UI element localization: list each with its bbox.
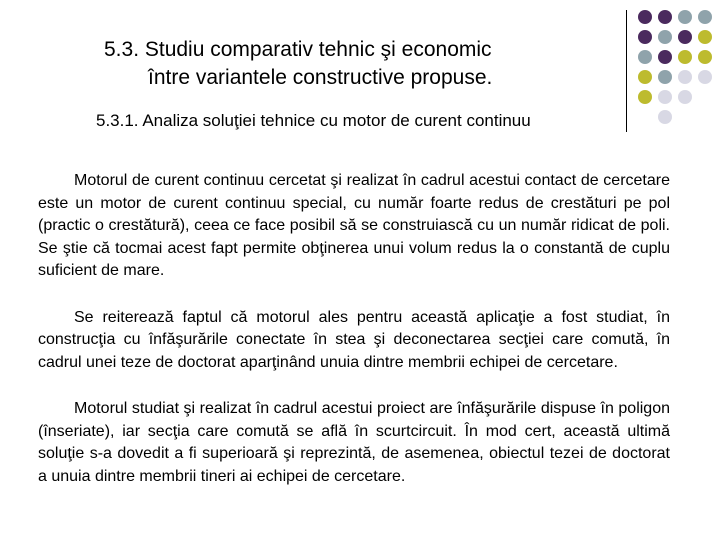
decorative-dot [698, 90, 712, 104]
paragraph-2: Se reiterează faptul că motorul ales pentru această aplicaţie a fost studiat, în construcţia cu înfăşurările conectate în stea şi deconectarea secţiei care comută, în cadrul unei teze de doctorat aparţinând unuia dintre membrii echipei de cercetare. [38, 308, 670, 371]
body-text [38, 170, 670, 512]
decorative-dot [638, 90, 652, 104]
decorative-dot [658, 70, 672, 84]
decorative-dot [638, 110, 652, 124]
decorative-dot [678, 10, 692, 24]
decorative-dot [698, 10, 712, 24]
title-line-2: între variantele constructive propuse. [148, 66, 493, 89]
decorative-dot [638, 50, 652, 64]
section-subtitle: 5.3.1. Analiza soluţiei tehnice cu motor de curent continuu [96, 111, 531, 130]
decorative-dot [638, 70, 652, 84]
decorative-dot [678, 90, 692, 104]
decorative-dot [658, 30, 672, 44]
decorative-dot [658, 90, 672, 104]
decorative-dot [678, 70, 692, 84]
paragraph-1: Motorul de curent continuu cercetat şi realizat în cadrul acestui contact de cercetare este un motor de curent continuu special, cu număr foarte redus de crestături pe pol (practic o crestătură), ceea ce face posibil să se construiască cu un număr ridicat de poli. Se ştie că tocmai acest fapt permite obţinerea unui volum redus la o constantă de cuplu suficient de mare. [38, 172, 670, 279]
title-line-1: 5.3. Studiu comparativ tehnic şi economic [104, 38, 492, 61]
decorative-dot [638, 30, 652, 44]
decorative-dot-grid [638, 10, 712, 124]
decorative-dot [698, 50, 712, 64]
decorative-dot [678, 30, 692, 44]
decorative-dot [638, 10, 652, 24]
decorative-dot [698, 110, 712, 124]
paragraph-3: Motorul studiat şi realizat în cadrul acestui proiect are înfăşurările dispuse în poligon (înseriate), iar secţia care comută se află în scurtcircuit. În mod cert, această ultimă soluţie s-a dovedit a fi superioară şi reprezintă, de asemenea, obiectul tezei de doctorat a unuia dintre membrii tineri ai echipei de cercetare. [38, 400, 670, 485]
decorative-dot [658, 110, 672, 124]
decorative-divider [626, 10, 627, 132]
decorative-dot [658, 10, 672, 24]
decorative-dot [698, 70, 712, 84]
decorative-dot [678, 110, 692, 124]
decorative-dot [678, 50, 692, 64]
decorative-dot [658, 50, 672, 64]
decorative-dot [698, 30, 712, 44]
